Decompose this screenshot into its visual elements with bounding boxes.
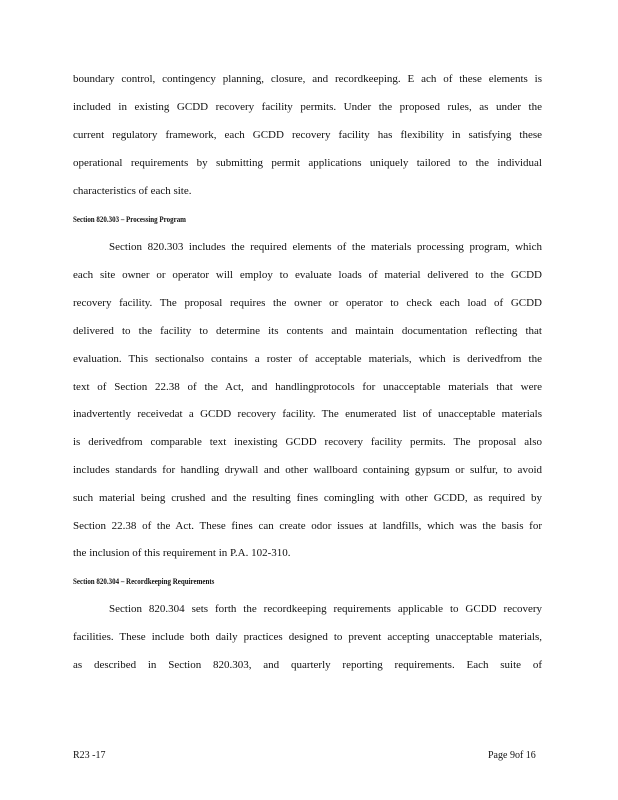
paragraph-line: is derivedfrom comparable text inexisting GCDD recovery facility permits. The proposal also <box>73 436 542 448</box>
paragraph-line: characteristics of each site. <box>73 185 192 197</box>
paragraph-line: each site owner or operator will employ to evaluate loads of material delivered to the GCDD <box>73 269 542 281</box>
section-heading-820-304: Section 820.304 – Recordkeeping Requirements <box>73 576 215 586</box>
paragraph-line: includes standards for handling drywall and other wallboard containing gypsum or sulfur, to avoid <box>73 464 542 476</box>
paragraph-line: Section 820.303 includes the required elements of the materials processing program, which <box>109 241 542 253</box>
paragraph-line: inadvertently receivedat a GCDD recovery facility. The enumerated list of unacceptable materials <box>73 408 542 420</box>
section-heading-820-303: Section 820.303 – Processing Program <box>73 214 186 224</box>
paragraph-line: such material being crushed and the resulting fines comingling with other GCDD, as required by <box>73 492 542 504</box>
footer-page-number: Page 9of 16 <box>488 750 536 761</box>
footer-document-id: R23 -17 <box>73 750 106 761</box>
paragraph-line: the inclusion of this requirement in P.A. 102-310. <box>73 547 291 559</box>
paragraph-line: as described in Section 820.303, and quarterly reporting requirements. Each suite of <box>73 659 542 671</box>
paragraph-line: current regulatory framework, each GCDD recovery facility has flexibility in satisfying these <box>73 129 542 141</box>
paragraph-line: recovery facility. The proposal requires the owner or operator to check each load of GCDD <box>73 297 542 309</box>
paragraph-line: delivered to the facility to determine its contents and maintain documentation reflecting that <box>73 325 542 337</box>
paragraph-line: text of Section 22.38 of the Act, and handlingprotocols for unacceptable materials that were <box>73 381 542 393</box>
paragraph-line: facilities. These include both daily practices designed to prevent accepting unacceptable materials, <box>73 631 542 643</box>
paragraph-line: included in existing GCDD recovery facility permits. Under the proposed rules, as under the <box>73 101 542 113</box>
paragraph-line: Section 820.304 sets forth the recordkeeping requirements applicable to GCDD recovery <box>109 603 542 615</box>
paragraph-line: operational requirements by submitting permit applications uniquely tailored to the individual <box>73 157 542 169</box>
paragraph-line: evaluation. This sectionalso contains a roster of acceptable materials, which is derivedfrom the <box>73 353 542 365</box>
paragraph-line: Section 22.38 of the Act. These fines can create odor issues at landfills, which was the basis for <box>73 520 542 532</box>
paragraph-line: boundary control, contingency planning, closure, and recordkeeping. E ach of these elements is <box>73 73 542 85</box>
